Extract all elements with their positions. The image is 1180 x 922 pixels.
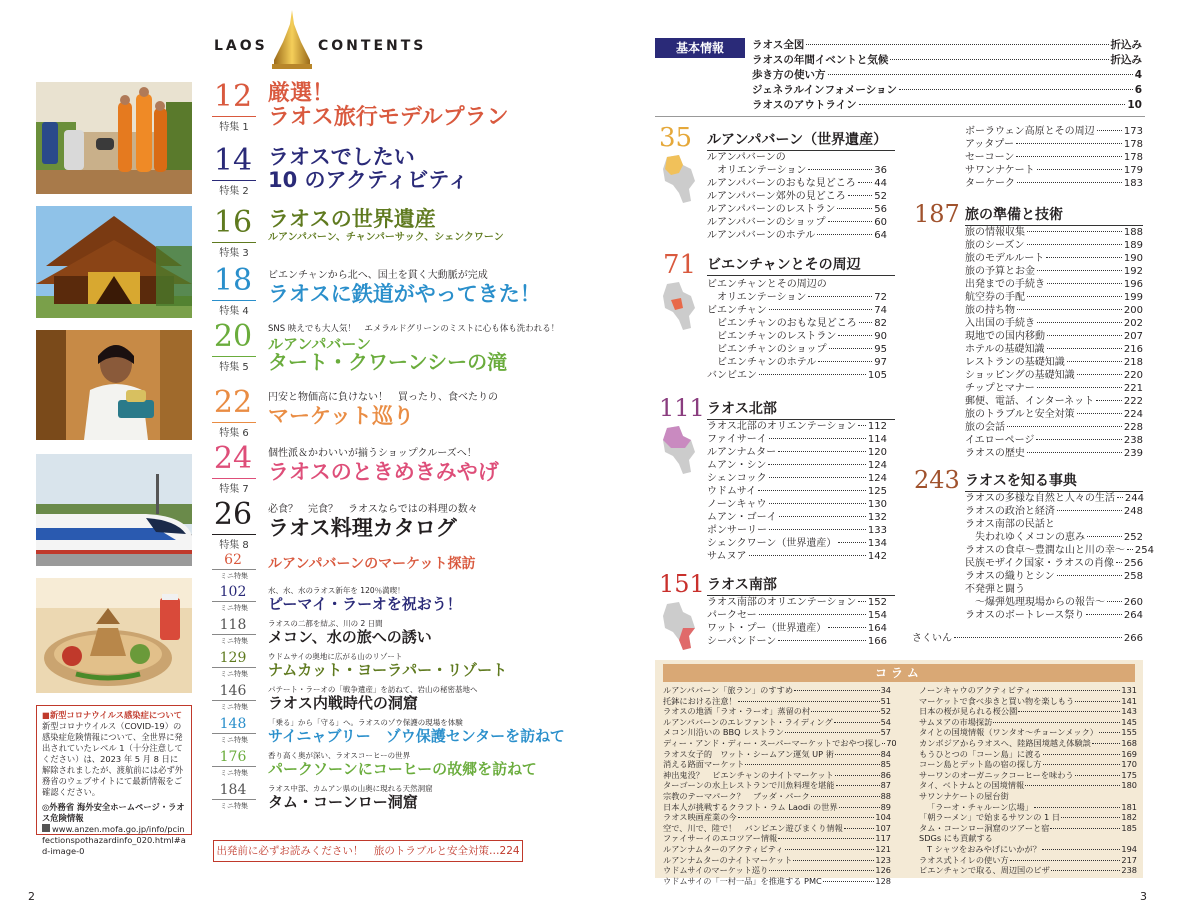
mini-token: ミニ特集: [212, 799, 256, 811]
section-title: ラオス北部: [707, 398, 895, 420]
feature-2[interactable]: [210, 143, 565, 206]
toc-row[interactable]: ラオスのアウトライン 10: [752, 99, 1142, 111]
laos-map-icon: [661, 282, 697, 332]
section-title: ビエンチャンとその周辺: [707, 254, 895, 276]
section-south: [655, 570, 895, 656]
feature-number: 24: [213, 441, 253, 476]
feature-4[interactable]: [210, 263, 565, 317]
toc-row[interactable]: ムアン・ゴーイ 132: [707, 512, 887, 523]
feature-title-line: ルアンパバーン、チャンパーサック、シェンクワーン: [268, 231, 504, 243]
feature-subtitle: 円安と物価高に負けない！ 買ったり、食べたりの: [268, 392, 498, 403]
feature-subtitle: ビエンチャンから北へ、国土を貫く大動脈が完成: [268, 270, 488, 281]
column-item[interactable]: メコン川沿いの BBQ レストラン 57: [663, 727, 891, 738]
feature-token: 特集 4: [212, 300, 256, 317]
covid-body: 新型コロナウイルス（COVID-19）の感染症危険情報について、全世界に発出されていたレベル 1（十分注意してください）は、2023 年 5 月 8 日に解除されましたが、渡航前には必ず外務省のウェブサイトにて最新情報をご確認ください。: [42, 721, 184, 797]
toc-row[interactable]: 郵便、電話、インターネット 222: [965, 396, 1143, 407]
toc-row[interactable]: ポンサーリー 133: [707, 525, 887, 536]
section-vientiane: [655, 250, 895, 385]
toc-row[interactable]: アッタプー 178: [965, 139, 1143, 150]
column-item[interactable]: 宗教のテーマパーク？ ブッダ・パーク 88: [663, 790, 891, 801]
mini-subtitle: パテート・ラーオの「戦争遺産」を訪ねて、岩山の秘密基地へ: [268, 685, 478, 694]
column-item[interactable]: ラオス式トイレの使い方 217: [919, 854, 1137, 865]
feature-title-line: マーケット巡り: [268, 404, 414, 428]
covid-link-title: ◎外務省 海外安全ホームページ・ラオス危険情報: [42, 802, 185, 823]
divider: [655, 116, 1145, 117]
toc-row[interactable]: ラオス北部のオリエンテーション 112: [707, 421, 887, 432]
column-item[interactable]: ラオス映画産業の今 104: [663, 812, 891, 823]
toc-row-index[interactable]: さくいん 266: [912, 633, 1143, 644]
covid-title: ■新型コロナウイルス感染症について: [42, 710, 182, 720]
feature-token: 特集 5: [212, 356, 256, 373]
mini-token: ミニ特集: [212, 667, 256, 679]
feature-number: 16: [213, 205, 253, 240]
feature-7[interactable]: [210, 441, 565, 496]
column-item[interactable]: ルアンナムターのアクティビティ 121: [663, 843, 891, 854]
mini-token: ミニ特集: [212, 569, 256, 581]
column-item[interactable]: 日本人が挑戦するクラフト・ラム Laodi の世界 89: [663, 801, 891, 812]
link-icon: [42, 824, 50, 832]
section-title: ラオスを知る事典: [965, 470, 1143, 492]
toc-row[interactable]: ムアン・シン 124: [707, 460, 887, 471]
mini-token: ミニ特集: [212, 634, 256, 646]
toc-row[interactable]: 旅のモデルルート 190: [965, 253, 1143, 264]
mini-number: 146: [219, 683, 247, 699]
basic-info-list: [752, 38, 1142, 113]
column-item[interactable]: ルアンナムターのナイトマーケット 123: [663, 854, 891, 865]
toc-row[interactable]: 旅の情報収集 188: [965, 227, 1143, 238]
mini-subtitle: 水、水、水のラオス新年を 120％満喫！: [268, 586, 405, 595]
section-number: 35: [659, 123, 693, 153]
toc-row[interactable]: 不発弾と闘う: [965, 584, 1025, 595]
mini-title: パークソーンにコーヒーの故郷を訪ねて: [268, 760, 537, 778]
feature-title-line: ラオス旅行モデルプラン: [268, 104, 509, 130]
feature-6[interactable]: [210, 385, 565, 440]
feature-title-line: ルアンパバーン: [268, 335, 372, 353]
feature-token: 特集 8: [212, 534, 256, 551]
column-item[interactable]: コーン島とデット島の宿の探し方 170: [919, 759, 1137, 770]
feature-token: 特集 2: [212, 180, 256, 197]
toc-row[interactable]: ビエンチャンのショップ 95: [717, 344, 887, 355]
mini-number: 184: [219, 782, 247, 798]
feature-title-line: ラオスの世界遺産: [268, 207, 436, 231]
toc-row[interactable]: シーパンドーン 166: [707, 636, 887, 647]
toc-row[interactable]: ラオスのボートレース祭り 264: [965, 610, 1143, 621]
toc-row[interactable]: ジェネラルインフォメーション 6: [752, 84, 1142, 96]
toc-row[interactable]: 出発までの手続き 196: [965, 279, 1143, 290]
toc-row[interactable]: 旅の予算とお金 192: [965, 266, 1143, 277]
feature-8[interactable]: [210, 497, 565, 552]
toc-row[interactable]: 失われゆくメコンの恵み 252: [975, 532, 1143, 543]
column-right-list: [919, 685, 1137, 876]
photo-train: [36, 454, 192, 566]
toc-row[interactable]: ファイサーイ 114: [707, 434, 887, 445]
mini-subtitle: ラオス中部、カムアン県の山奥に現れる天然洞窟: [268, 784, 433, 793]
toc-row[interactable]: ホテルの基礎知識 216: [965, 344, 1143, 355]
toc-row[interactable]: ラオスの織りとシン 258: [965, 571, 1143, 582]
mini-number: 62: [224, 552, 242, 568]
section-number: 111: [659, 394, 705, 422]
toc-row[interactable]: ラオスの政治と経済 248: [965, 506, 1143, 517]
column-item[interactable]: SDGs にも貢献する: [919, 833, 993, 844]
toc-row[interactable]: ルアンパバーンのおもな見どころ 44: [707, 178, 887, 189]
toc-row[interactable]: シェンコック 124: [707, 473, 887, 484]
column-left-list: [663, 685, 897, 886]
toc-row[interactable]: イエローページ 238: [965, 435, 1143, 446]
feature-number: 22: [213, 385, 253, 420]
toc-row[interactable]: 旅のシーズン 189: [965, 240, 1143, 251]
section-preparation: [912, 200, 1144, 462]
mini-feature-3[interactable]: [210, 618, 565, 648]
feature-token: 特集 6: [212, 422, 256, 439]
toc-row[interactable]: 民族モザイク国家・ラオスの肖像 256: [965, 558, 1144, 569]
mini-number: 118: [219, 617, 247, 633]
mini-subtitle: 「乗る」から「守る」へ。ラオスのゾウ保護の現場を体験: [268, 718, 463, 727]
toc-row[interactable]: ショッピングの基礎知識 220: [965, 370, 1143, 381]
mini-token: ミニ特集: [212, 766, 256, 778]
basic-info-tag: 基本情報: [655, 38, 745, 58]
section-number: 71: [663, 250, 697, 280]
mini-token: ミニ特集: [212, 601, 256, 613]
header-contents: CONTENTS: [318, 38, 427, 54]
column-title: コラム: [663, 664, 1135, 682]
column-item[interactable]: タイ、ベトナムとの国境情報 180: [919, 780, 1137, 791]
column-item[interactable]: ディー・アンド・ディー・スーパーマーケットでおやつ探し 70: [663, 737, 897, 748]
feature-number: 18: [213, 263, 253, 298]
mini-number: 176: [219, 749, 247, 765]
toc-row[interactable]: ビエンチャンのおもな見どころ 82: [717, 318, 887, 329]
toc-row[interactable]: ルアンパバーンのホテル 64: [707, 230, 887, 241]
mini-number: 129: [219, 650, 247, 666]
column-item[interactable]: ファイサーイのエコツアー情報 117: [663, 833, 891, 844]
laos-map-icon: [661, 155, 697, 205]
mini-title: サイニャブリー ゾウ保護センターを訪ねて: [268, 727, 565, 745]
column-item[interactable]: マーケットで食べ歩きと買い物を楽しもう 141: [919, 695, 1137, 706]
mini-number: 148: [219, 716, 247, 732]
toc-row[interactable]: ラオスの食卓～豊潤な山と川の幸～ 254: [965, 545, 1154, 556]
mini-subtitle: ウドムサイの奥地に広がる山のリゾート: [268, 652, 403, 661]
stupa-icon: [270, 8, 314, 70]
mini-title: メコン、水の旅への誘い: [268, 628, 432, 646]
feature-title-line: 厳選！: [268, 81, 335, 106]
mini-number: 102: [219, 584, 247, 600]
mini-feature-5[interactable]: [210, 684, 565, 714]
toc-row[interactable]: ボーラウェン高原とその周辺 173: [965, 126, 1143, 137]
toc-row[interactable]: ビエンチャンのレストラン 90: [717, 331, 887, 342]
toc-row[interactable]: ビエンチャンのホテル 97: [717, 357, 887, 368]
feature-number: 12: [213, 79, 253, 114]
section-encyclopedia: [912, 466, 1154, 626]
trouble-note[interactable]: 出発前に必ずお読みください！ 旅のトラブルと安全対策…224: [213, 840, 523, 862]
toc-row[interactable]: チップとマナー 221: [965, 383, 1143, 394]
feature-token: 特集 3: [212, 242, 256, 259]
column-item[interactable]: 消える路面マーケット 85: [663, 759, 891, 770]
covid-url[interactable]: www.anzen.mofa.go.jp/info/pcinfectionspothazardinfo_020.html#ad-image-0: [42, 824, 186, 856]
toc-row[interactable]: ラオスの年間イベントと気候 折込み: [752, 54, 1142, 66]
section-title: ルアンパバーン（世界遺産）: [707, 129, 895, 151]
index-row-wrap: [912, 632, 1143, 645]
mini-title: ルアンパバーンのマーケット探訪: [268, 556, 476, 572]
section-number: 243: [914, 466, 960, 494]
header-laos: LAOS: [214, 38, 268, 54]
column-item[interactable]: サーワンのオーガニックコーヒーを味わう 175: [919, 769, 1137, 780]
column-item[interactable]: 「ラーオ・チャルーン広場」 181: [927, 801, 1137, 812]
photo-woman: [36, 330, 192, 440]
feature-subtitle: 必食？ 完食？ ラオスならではの料理の数々: [268, 504, 478, 515]
toc-row[interactable]: ルアンパバーン郊外の見どころ 52: [707, 191, 887, 202]
feature-subtitle: 個性派＆かわいいが揃うショップクルーズへ！: [268, 448, 477, 459]
toc-row[interactable]: ターケーク 183: [965, 178, 1143, 189]
feature-title-line: 10 のアクティビティ: [268, 167, 469, 192]
column-item[interactable]: 「朝ラーメン」で始まるサワンの 1 日 182: [919, 812, 1137, 823]
section-number: 187: [914, 200, 960, 228]
toc-row[interactable]: ノーンキャウ 130: [707, 499, 887, 510]
laos-map-icon: [661, 426, 697, 476]
toc-row[interactable]: ラオス南部のオリエンテーション 152: [707, 597, 887, 608]
column-item[interactable]: ラオスの地酒「ラオ・ラーオ」蒸留の村 52: [663, 706, 891, 717]
column-item[interactable]: 日本の桜が見られる桜公園 143: [919, 706, 1137, 717]
column-item[interactable]: ウドムサイのマーケット巡り 126: [663, 865, 891, 876]
feature-5[interactable]: [210, 319, 565, 382]
toc-row[interactable]: 現地での国内移動 207: [965, 331, 1143, 342]
feature-1[interactable]: [210, 79, 565, 142]
column-item[interactable]: もうひとつの「コーン島」に渡る 169: [919, 748, 1137, 759]
mini-feature-1[interactable]: [210, 553, 565, 579]
mini-feature-2[interactable]: [210, 585, 565, 615]
toc-row[interactable]: オリエンテーション 72: [717, 292, 887, 303]
feature-title-line: ラオスのときめきみやげ: [268, 460, 499, 484]
section-north: [655, 394, 895, 564]
column-item[interactable]: サムヌアの市場探訪 145: [919, 716, 1137, 727]
column-item[interactable]: ノーンキャウのアクティビティ 131: [919, 685, 1137, 695]
toc-row[interactable]: パークセー 154: [707, 610, 887, 621]
column-item[interactable]: ターゴーンの水上レストランで川魚料理を堪能 87: [663, 780, 891, 791]
photo-temple: [36, 206, 192, 318]
feature-title-line: ラオス料理カタログ: [268, 516, 457, 540]
column-item[interactable]: カンボジアからラオスへ、陸路国境越え体験談 168: [919, 737, 1137, 748]
mini-subtitle: ラオスの二都を結ぶ、川の 2 日間: [268, 619, 383, 628]
feature-title-line: タート・クワーンシーの滝: [268, 350, 508, 375]
toc-row[interactable]: ルアンパバーンの: [707, 152, 786, 163]
mini-feature-7[interactable]: [210, 750, 565, 780]
toc-row[interactable]: ビエンチャンとその周辺の: [707, 279, 827, 290]
section-title: 旅の準備と技術: [965, 204, 1143, 226]
feature-number: 26: [213, 497, 253, 532]
column-item[interactable]: ビエンチャンで取る、周辺国のビザ 238: [919, 865, 1137, 876]
toc-row[interactable]: ラオス全図 折込み: [752, 39, 1142, 51]
feature-number: 14: [213, 143, 253, 178]
covid-notice: [36, 705, 192, 856]
toc-row[interactable]: ビエンチャン 74: [707, 305, 887, 316]
toc-row[interactable]: ルアンパバーンのショップ 60: [707, 217, 887, 228]
toc-row[interactable]: 歩き方の使い方 4: [752, 69, 1142, 81]
mini-title: ラオス内戦時代の洞窟: [268, 694, 418, 712]
column-item[interactable]: ラオス女子的 ワット・シームアン運気 UP 術 84: [663, 748, 891, 759]
toc-row[interactable]: 航空券の手配 199: [965, 292, 1143, 303]
column-item[interactable]: タイとの国境情報（ワンタオ～チョーンメック） 155: [919, 727, 1137, 738]
mini-subtitle: 香り高く奥が深い、ラオスコーヒーの世界: [268, 751, 411, 760]
mini-title: ピーマイ・ラーオを祝おう！: [268, 595, 462, 613]
column-item[interactable]: タム・コーンロー洞窟のツアーと宿 185: [919, 822, 1137, 833]
column-item[interactable]: ウドムサイの「一村一品」を推進する PMC 128: [663, 875, 891, 886]
section-luang-prabang: [655, 125, 895, 245]
toc-row[interactable]: 旅のトラブルと安全対策 224: [965, 409, 1143, 420]
feature-title-line: ラオスでしたい: [268, 145, 415, 169]
toc-row[interactable]: ルアンナムター 120: [707, 447, 887, 458]
photo-food: [36, 578, 192, 693]
section-number: 151: [659, 570, 705, 598]
feature-subtitle: SNS 映えでも大人気！ エメラルドグリーンのミストに心も体も洗われる！: [268, 324, 560, 334]
toc-row[interactable]: 入出国の手続き 202: [965, 318, 1143, 329]
toc-row[interactable]: レストランの基礎知識 218: [965, 357, 1143, 368]
column-item[interactable]: ルアンパバーンのエレファント・ライディング 54: [663, 716, 891, 727]
page-number-left: 2: [28, 890, 35, 903]
feature-3[interactable]: [210, 205, 565, 260]
toc-row[interactable]: 旅の持ち物 200: [965, 305, 1143, 316]
feature-number: 20: [213, 319, 253, 354]
toc-row[interactable]: サムヌア 142: [707, 551, 887, 562]
mini-feature-8[interactable]: [210, 783, 565, 813]
column-item[interactable]: 空で、川で、陸で！ バンビエン遊びまくり情報 107: [663, 822, 891, 833]
column-item[interactable]: 神出鬼没？ ビエンチャンのナイトマーケット 86: [663, 769, 891, 780]
toc-row[interactable]: バンビエン 105: [707, 370, 887, 381]
mini-title: タム・コーンロー洞窟: [268, 793, 418, 811]
toc-row[interactable]: シェンクワーン（世界遺産） 134: [707, 538, 887, 549]
south-continued: [965, 125, 1143, 190]
toc-row[interactable]: サワンナケート 179: [965, 165, 1143, 176]
mini-token: ミニ特集: [212, 700, 256, 712]
toc-row[interactable]: ルアンパバーンのレストラン 56: [707, 204, 887, 215]
feature-token: 特集 1: [212, 116, 256, 133]
column-box: [655, 660, 1143, 886]
column-item[interactable]: サワンナケートの屋台街: [919, 790, 1009, 801]
column-item[interactable]: T シャツをおみやげにいかが？ 194: [927, 843, 1137, 854]
toc-row[interactable]: セーコーン 178: [965, 152, 1143, 163]
mini-feature-4[interactable]: [210, 651, 565, 681]
toc-row[interactable]: ラオスの歴史 239: [965, 448, 1143, 459]
toc-row[interactable]: オリエンテーション 36: [717, 165, 887, 176]
laos-map-icon: [661, 602, 697, 652]
page-number-right: 3: [1140, 890, 1147, 903]
mini-token: ミニ特集: [212, 733, 256, 745]
toc-row[interactable]: ワット・プー（世界遺産） 164: [707, 623, 887, 634]
toc-row[interactable]: 旅の会話 228: [965, 422, 1143, 433]
toc-row[interactable]: ラオス南部の民話と: [965, 519, 1055, 530]
feature-token: 特集 7: [212, 478, 256, 495]
column-item[interactable]: ルアンパバーン「旅ラン」のすすめ 34: [663, 685, 891, 695]
toc-row[interactable]: ウドムサイ 125: [707, 486, 887, 497]
section-title: ラオス南部: [707, 574, 895, 596]
column-item[interactable]: 托鉢における注意！ 51: [663, 695, 891, 706]
mini-title: ナムカット・ヨーラパー・リゾート: [268, 661, 508, 679]
photo-monks: [36, 82, 192, 194]
toc-row[interactable]: ～爆弾処理現場からの報告～ 260: [975, 597, 1143, 608]
toc-row[interactable]: ラオスの多様な自然と人々の生活 244: [965, 493, 1144, 504]
feature-title-line: ラオスに鉄道がやってきた！: [268, 282, 541, 306]
mini-feature-6[interactable]: [210, 717, 565, 747]
